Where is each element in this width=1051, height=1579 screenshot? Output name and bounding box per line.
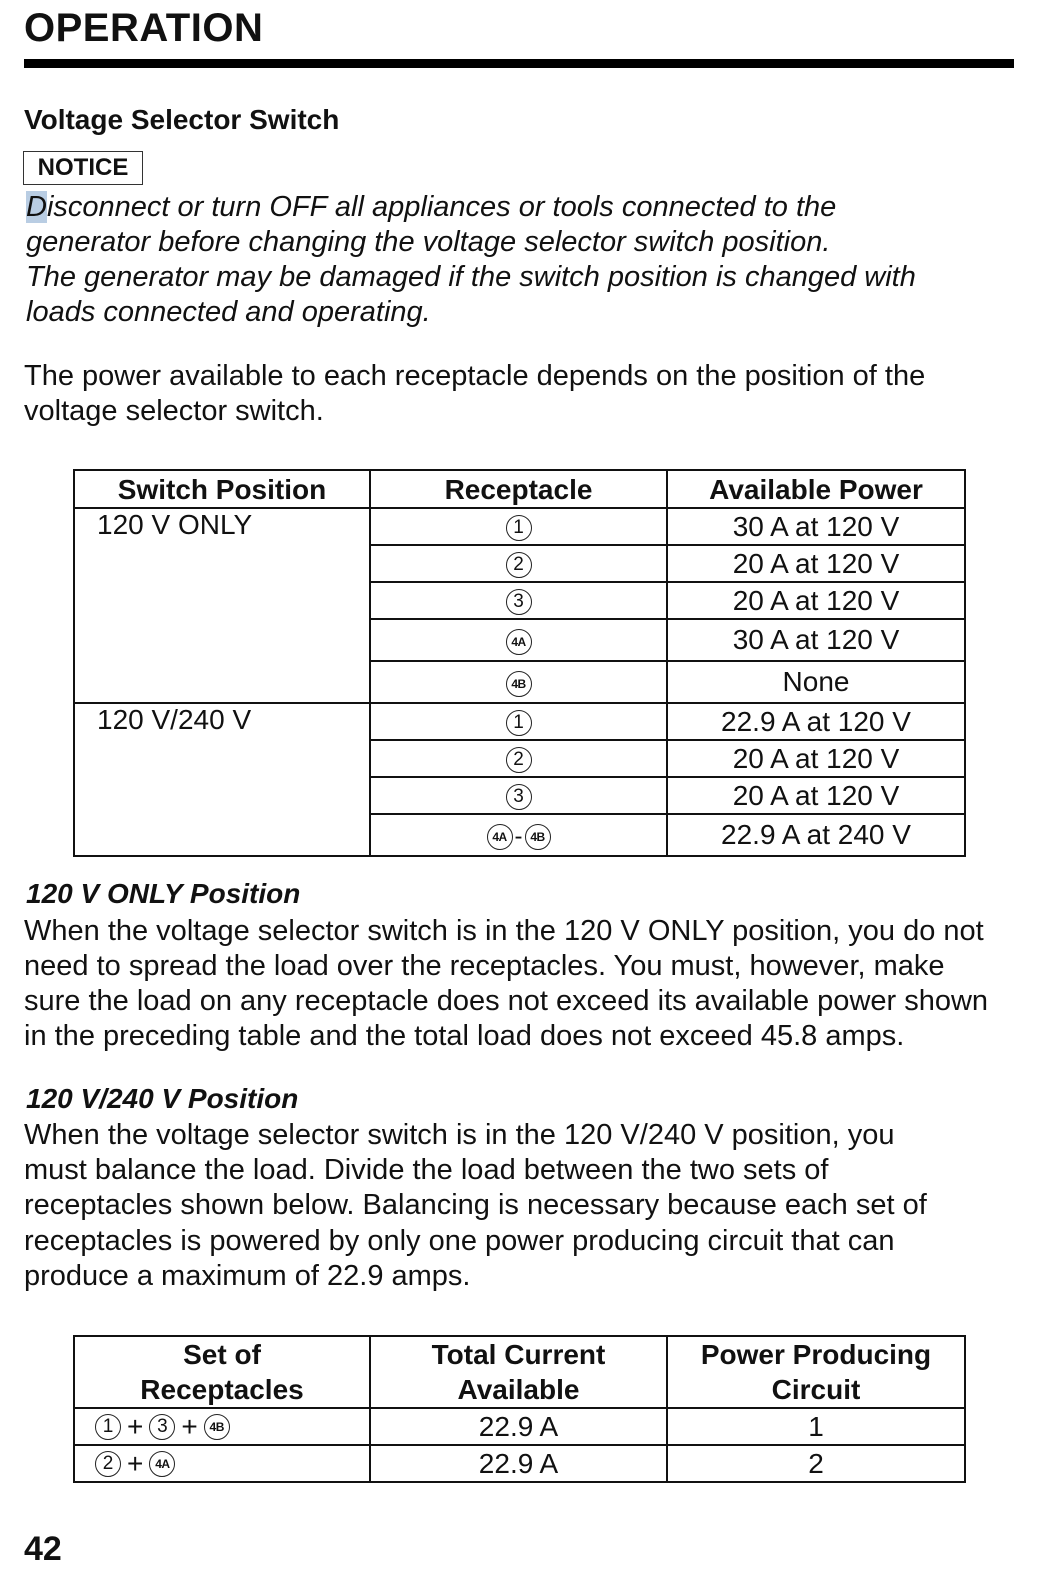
- available-power-cell: 20 A at 120 V: [667, 582, 965, 619]
- receptacle-cell: [370, 545, 667, 582]
- receptacle-set-cell: [74, 1445, 370, 1482]
- receptacle-cell: [370, 661, 667, 703]
- receptacle-number-icon: 3: [506, 784, 532, 810]
- column-header: Receptacle: [370, 470, 667, 508]
- receptacle-cell: [370, 508, 667, 545]
- column-header: Set of Receptacles: [74, 1336, 370, 1408]
- receptacle-number-icon: 4A: [149, 1451, 175, 1477]
- paragraph-line: sure the load on any receptacle does not exceed its available power shown: [24, 985, 989, 1017]
- intro-line: The power available to each receptacle depends on the position of the: [24, 360, 926, 392]
- available-power-cell: 20 A at 120 V: [667, 777, 965, 814]
- title-rule: [24, 59, 1014, 68]
- available-power-cell: 20 A at 120 V: [667, 545, 965, 582]
- available-power-cell: 20 A at 120 V: [667, 740, 965, 777]
- table-row: [74, 1408, 965, 1445]
- joiner: -: [514, 822, 523, 850]
- paragraph-line: When the voltage selector switch is in the 120 V ONLY position, you do not: [24, 915, 984, 947]
- switch-position-cell: 120 V/240 V: [74, 703, 370, 856]
- notice-line: generator before changing the voltage selector switch position.: [26, 226, 831, 258]
- available-power-cell: 30 A at 120 V: [667, 619, 965, 661]
- paragraph-line: receptacles shown below. Balancing is necessary because each set of: [24, 1189, 927, 1221]
- receptacle-cell: [370, 619, 667, 661]
- available-power-cell: 22.9 A at 240 V: [667, 814, 965, 856]
- receptacle-number-icon: 1: [506, 710, 532, 736]
- receptacle-number-icon: 1: [95, 1414, 121, 1440]
- receptacle-number-icon: 4A: [506, 629, 532, 655]
- circuit-cell: 1: [667, 1408, 965, 1445]
- receptacle-number-icon: 3: [506, 589, 532, 615]
- receptacle-set-cell: [74, 1408, 370, 1445]
- table-row: [74, 508, 965, 545]
- notice-line: Disconnect or turn OFF all appliances or tools connected to the: [26, 191, 837, 223]
- receptacle-number-icon: 2: [95, 1451, 121, 1477]
- notice-line: loads connected and operating.: [26, 296, 431, 328]
- receptacle-number-icon: 2: [506, 747, 532, 773]
- column-header: Power Producing Circuit: [667, 1336, 965, 1408]
- receptacle-number-icon: 4A: [487, 824, 513, 850]
- page-number: 42: [24, 1530, 62, 1568]
- paragraph-line: must balance the load. Divide the load between the two sets of: [24, 1154, 829, 1186]
- receptacle-cell: [370, 582, 667, 619]
- receptacle-cell: [370, 814, 667, 856]
- receptacle-cell: [370, 740, 667, 777]
- joiner: +: [127, 1411, 144, 1443]
- receptacle-number-icon: 4B: [525, 824, 551, 850]
- total-current-cell: 22.9 A: [370, 1408, 667, 1445]
- receptacle-number-icon: 1: [506, 515, 532, 541]
- total-current-cell: 22.9 A: [370, 1445, 667, 1482]
- receptacle-sets-table: [73, 1335, 966, 1483]
- receptacle-number-icon: 3: [149, 1414, 175, 1440]
- joiner: +: [181, 1411, 198, 1443]
- section-heading-120-240v: 120 V/240 V Position: [26, 1083, 299, 1114]
- intro-line: voltage selector switch.: [24, 395, 324, 427]
- receptacle-number-icon: 4B: [204, 1414, 230, 1440]
- column-header: Available Power: [667, 470, 965, 508]
- subsection-title: Voltage Selector Switch: [24, 104, 340, 135]
- paragraph-line: receptacles is powered by only one power producing circuit that can: [24, 1225, 895, 1257]
- receptacle-cell: [370, 777, 667, 814]
- table-row: [74, 1445, 965, 1482]
- notice-badge: NOTICE: [23, 151, 143, 185]
- section-heading-120v-only: 120 V ONLY Position: [26, 878, 301, 909]
- available-power-cell: 22.9 A at 120 V: [667, 703, 965, 740]
- joiner: +: [127, 1448, 144, 1480]
- switch-position-cell: 120 V ONLY: [74, 508, 370, 703]
- paragraph-line: in the preceding table and the total load does not exceed 45.8 amps.: [24, 1020, 905, 1052]
- column-header: Switch Position: [74, 470, 370, 508]
- receptacle-power-table: [73, 469, 966, 857]
- paragraph-line: need to spread the load over the receptacles. You must, however, make: [24, 950, 945, 982]
- notice-line: The generator may be damaged if the switch position is changed with: [26, 261, 916, 293]
- receptacle-number-icon: 4B: [506, 671, 532, 697]
- circuit-cell: 2: [667, 1445, 965, 1482]
- text-cursor-highlight: D: [26, 191, 47, 223]
- paragraph-line: When the voltage selector switch is in the 120 V/240 V position, you: [24, 1119, 895, 1151]
- column-header: Total Current Available: [370, 1336, 667, 1408]
- receptacle-number-icon: 2: [506, 552, 532, 578]
- table-row: [74, 703, 965, 740]
- paragraph-line: produce a maximum of 22.9 amps.: [24, 1260, 471, 1292]
- available-power-cell: 30 A at 120 V: [667, 508, 965, 545]
- section-title: OPERATION: [24, 6, 264, 50]
- available-power-cell: None: [667, 661, 965, 703]
- receptacle-cell: [370, 703, 667, 740]
